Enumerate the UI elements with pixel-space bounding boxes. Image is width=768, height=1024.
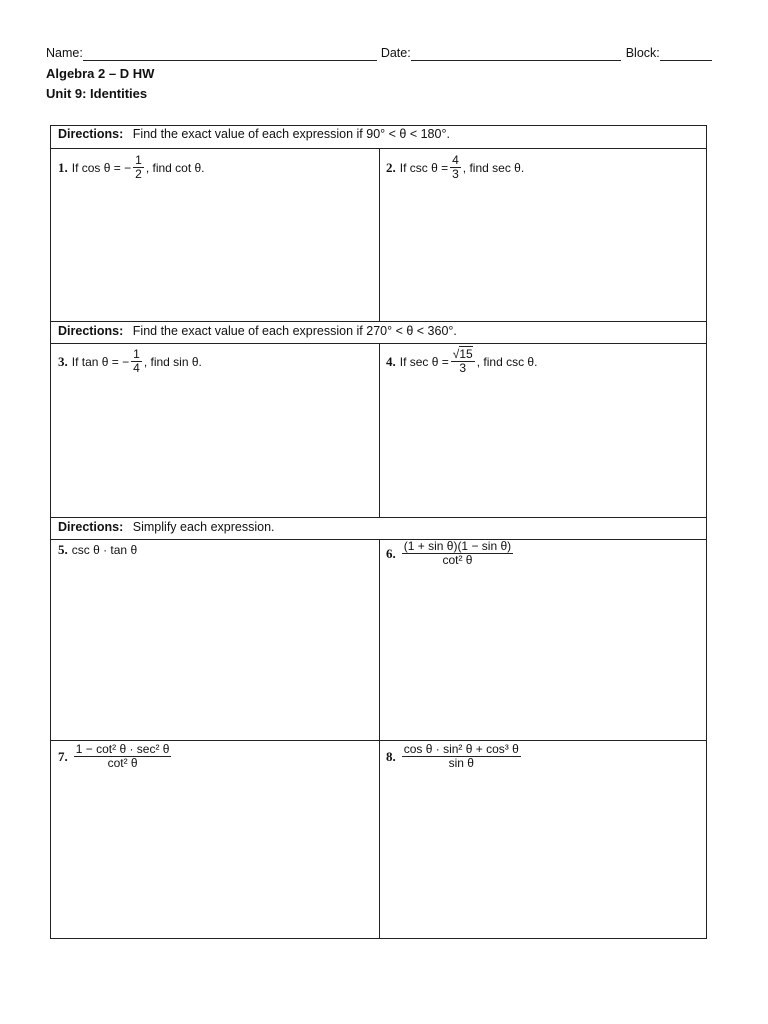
problem-text: , find csc θ. xyxy=(476,354,538,369)
denominator: cot² θ xyxy=(442,553,473,567)
problem-text: If csc θ = xyxy=(399,160,449,175)
problem-1 xyxy=(58,154,205,181)
denominator: 3 xyxy=(459,361,467,375)
problem-8 xyxy=(386,743,523,770)
numerator: √15 xyxy=(452,347,473,361)
column-divider xyxy=(379,343,380,517)
denominator: cot² θ xyxy=(107,756,138,770)
fraction xyxy=(402,540,513,567)
denominator: 3 xyxy=(452,167,459,181)
problem-5 xyxy=(58,542,137,558)
fraction xyxy=(450,154,461,181)
numerator: cos θ · sin² θ + cos³ θ xyxy=(403,742,519,756)
problem-7 xyxy=(58,743,173,770)
student-info-line xyxy=(46,46,718,61)
radicand: 15 xyxy=(459,347,473,361)
directions-text: Find the exact value of each expression if 270° < θ < 360°. xyxy=(132,324,457,338)
problem-2 xyxy=(386,154,524,181)
problem-number: 4. xyxy=(386,353,396,369)
directions-row-1 xyxy=(51,125,706,149)
block-field[interactable] xyxy=(660,46,712,61)
numerator: (1 + sin θ)(1 − sin θ) xyxy=(403,539,512,553)
problem-number: 7. xyxy=(58,748,68,764)
denominator: 4 xyxy=(133,361,140,375)
problem-number: 3. xyxy=(58,353,68,369)
unit-title: Unit 9: Identities xyxy=(46,86,148,101)
problem-number: 8. xyxy=(386,748,396,764)
fraction xyxy=(74,743,172,770)
problem-text: , find sec θ. xyxy=(462,160,525,175)
problem-number: 5. xyxy=(58,542,68,557)
problem-expression: csc θ · tan θ xyxy=(71,543,138,557)
directions-label: Directions: xyxy=(58,520,124,534)
column-divider xyxy=(379,539,380,939)
problem-text: , find cot θ. xyxy=(145,160,205,175)
name-label: Name: xyxy=(46,46,83,60)
denominator: sin θ xyxy=(448,756,474,770)
worksheet-table xyxy=(50,125,707,939)
block-label: Block: xyxy=(625,46,660,60)
fraction xyxy=(451,348,475,375)
problem-4 xyxy=(386,348,537,375)
row-divider xyxy=(51,740,706,741)
problem-number: 6. xyxy=(386,545,396,561)
fraction xyxy=(402,743,521,770)
fraction xyxy=(133,154,144,181)
problem-text: If sec θ = xyxy=(399,354,449,369)
directions-label: Directions: xyxy=(58,324,124,338)
fraction xyxy=(131,348,142,375)
directions-row-2 xyxy=(51,321,706,343)
worksheet-title: Algebra 2 – D HW xyxy=(46,66,155,81)
problem-text: If tan θ = − xyxy=(71,354,130,369)
column-divider xyxy=(379,148,380,322)
date-field[interactable] xyxy=(411,46,621,61)
problem-number: 2. xyxy=(386,159,396,175)
problem-text: If cos θ = − xyxy=(71,160,132,175)
name-field[interactable] xyxy=(83,46,377,61)
problem-text: , find sin θ. xyxy=(143,354,202,369)
date-label: Date: xyxy=(380,46,411,60)
directions-text: Find the exact value of each expression if 90° < θ < 180°. xyxy=(132,127,450,141)
problem-number: 1. xyxy=(58,159,68,175)
directions-row-3 xyxy=(51,517,706,539)
numerator: 1 xyxy=(133,347,140,361)
directions-text: Simplify each expression. xyxy=(132,520,275,534)
problem-6 xyxy=(386,540,515,567)
numerator: 1 − cot² θ · sec² θ xyxy=(75,742,170,756)
numerator: 1 xyxy=(135,153,142,167)
denominator: 2 xyxy=(135,167,142,181)
directions-label: Directions: xyxy=(58,127,124,141)
numerator: 4 xyxy=(452,153,459,167)
problem-3 xyxy=(58,348,202,375)
